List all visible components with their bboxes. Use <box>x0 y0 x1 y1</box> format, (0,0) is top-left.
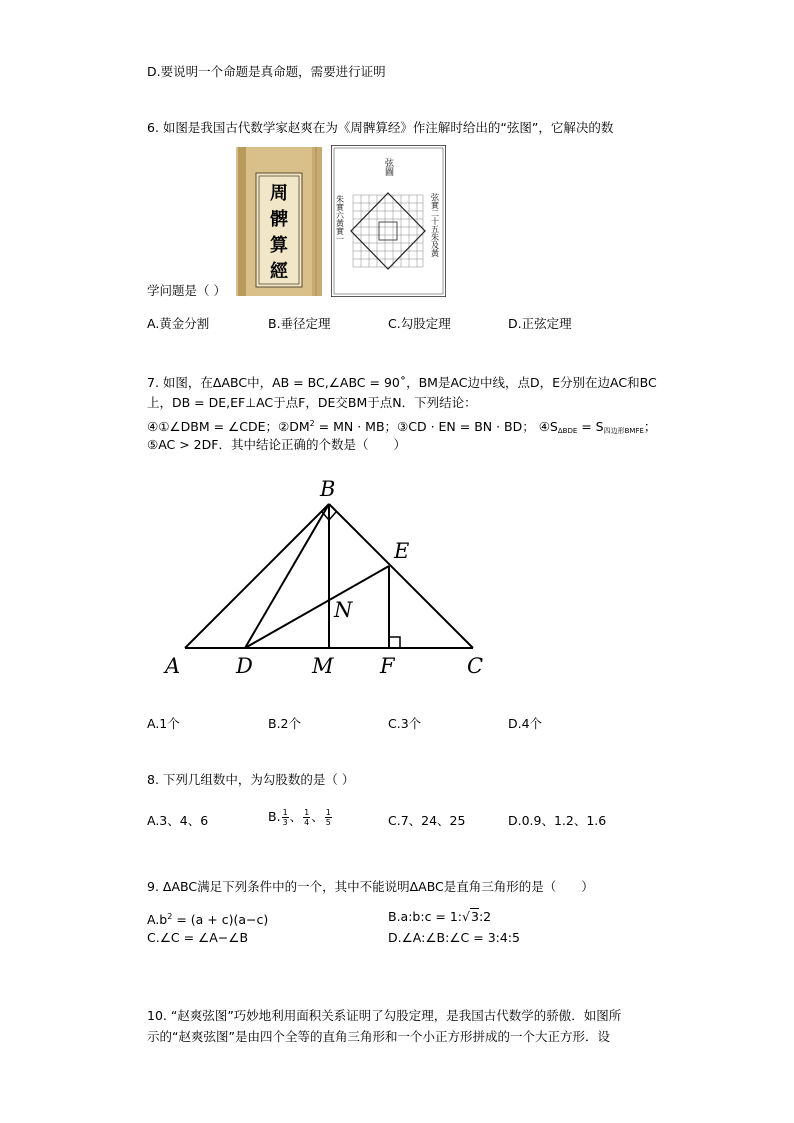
label-f: F <box>380 654 395 678</box>
q7-option-d: D.4个 <box>508 716 543 731</box>
chart-title: 弦圖 <box>383 158 393 176</box>
q6-stem: 6. 如图是我国古代数学家赵爽在为《周髀算经》作注解时给出的“弦图”，它解决的数 <box>147 120 614 135</box>
xiantu-diagram-image <box>331 145 446 297</box>
q8-stem: 8. 下列几组数中，为勾股数的是（ ） <box>147 772 355 787</box>
q6-option-b: B.垂径定理 <box>268 316 331 331</box>
label-d: D <box>236 654 253 678</box>
label-m: M <box>312 654 334 678</box>
q7-triangle-figure <box>160 472 500 682</box>
label-n: N <box>334 598 353 622</box>
q9-option-b: B.a:b:c = 1:√3:2 <box>388 909 492 924</box>
q6-option-c: C.勾股定理 <box>388 316 451 331</box>
q8-option-c: C.7、24、25 <box>388 813 466 828</box>
fraction-2: $\frac{1}{4}$ <box>304 808 310 827</box>
q10-stem-line-2: 示的“赵爽弦图”是由四个全等的直角三角形和一个小正方形拼成的一个大正方形．设 <box>147 1029 610 1044</box>
fraction-3: $\frac{1}{5}$ <box>325 808 331 827</box>
book-title-char-4: 經 <box>270 261 288 282</box>
q7-option-c: C.3个 <box>388 716 422 731</box>
label-b: B <box>320 477 336 501</box>
q7-stem-line-2: 上，DB = DE,EF⊥AC于点F，DE交BM于点N．下列结论： <box>147 395 477 410</box>
q9-option-a: $A.b^2 = (a + c)(a-c)$ <box>147 912 269 927</box>
q7-stem-line-4: ⑤AC > 2DF．其中结论正确的个数是（ ） <box>147 437 406 452</box>
book-title-char-1: 周 <box>270 183 288 204</box>
q6-stem-continued: 学问题是（ ） <box>147 283 226 298</box>
q7-option-b: B.2个 <box>268 716 302 731</box>
q10-stem: 10. “赵爽弦图”巧妙地利用面积关系证明了勾股定理，是我国古代数学的骄傲．如图所 <box>147 1008 622 1023</box>
q5-option-d: D.要说明一个命题是真命题，需要进行证明 <box>147 64 386 79</box>
label-a: A <box>165 654 181 678</box>
q9-option-d: D.∠A:∠B:∠C = 3:4:5 <box>388 930 520 945</box>
q7-conclusions: ④①∠DBM = ∠CDE；$②DM^2$ = MN · MB；③CD · EN = BN · BD； $④S_{\Delta BDE} = S_{四边形BMFE}$； <box>147 419 657 435</box>
q7-option-a: A.1个 <box>147 716 180 731</box>
zhoubi-suanjing-book-image <box>236 147 322 296</box>
q9-stem: 9. ΔABC满足下列条件中的一个，其中不能说明ΔABC是直角三角形的是（ ） <box>147 879 594 894</box>
fraction-1: $\frac{1}{3}$ <box>282 808 288 827</box>
chart-left-caption: 朱實六黃實一 <box>335 195 345 243</box>
q6-option-d: D.正弦定理 <box>508 316 572 331</box>
q8-option-a: A.3、4、6 <box>147 813 209 828</box>
q7-stem: 7. 如图，在ΔABC中，AB = BC,∠ABC = 90˚，BM是AC边中线，点D，E分别在边AC和BC <box>147 375 657 390</box>
q9-option-c: C.∠C = ∠A−∠B <box>147 930 249 945</box>
chart-right-caption: 弦實二十五朱及黃 <box>430 193 440 257</box>
book-title-char-3: 算 <box>270 235 288 256</box>
q8-option-d: D.0.9、1.2、1.6 <box>508 813 607 828</box>
label-c: C <box>467 654 484 678</box>
label-e: E <box>394 539 410 563</box>
book-title-char-2: 髀 <box>270 209 288 230</box>
q6-option-a: A.黄金分割 <box>147 316 210 331</box>
q8-option-b: B. $\frac{1}{3}$ 、 $\frac{1}{4}$ 、 $\frac{1}{5}$ <box>268 808 331 827</box>
